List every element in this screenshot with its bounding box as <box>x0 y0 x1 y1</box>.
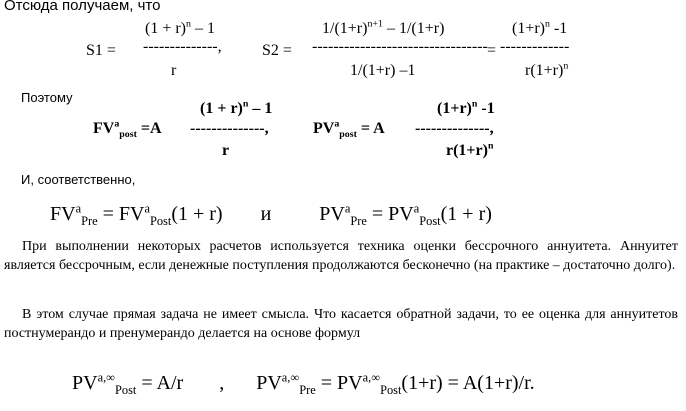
pre-formula <box>50 203 492 226</box>
s2-numerator: $1/(1+r)^{n+1} - 1/(1+r)$ <box>322 18 445 37</box>
pv-post-numerator: $(1+r)^n$ -1 <box>437 98 495 117</box>
s2-equals: = <box>487 42 497 59</box>
s1-denominator: r <box>171 62 177 79</box>
pv-post-denominator: $r(1+r)^n$ <box>446 140 494 159</box>
paragraph-inverse-problem: В этом случае прямая задача не имеет смысла. Что касается обратной задачи, то ее оценка для аннуитетов постнумерандо и пренумерандо делается на основе формул <box>4 307 678 341</box>
s1-numerator: $(1 + r)^n - 1$ <box>145 18 215 37</box>
fv-post-numerator: $(1 + r)^n - 1$ <box>200 98 273 117</box>
conjunction: и <box>260 203 272 225</box>
formula-separator: , <box>219 372 225 394</box>
s2-rhs-denominator: $r(1+r)^n$ <box>525 60 569 79</box>
s1-label: S1 = <box>86 42 116 59</box>
therefore-text: Поэтому <box>21 90 73 105</box>
pv-perp-pre: $PV^{a,\infty}_{Pre} = PV^{a,\infty}_{Post}(1+r) = A(1+r)/r$. <box>256 370 535 397</box>
s2-rhs-fraction-bar: ------------- <box>500 38 570 55</box>
intro-text: Отсюда получаем, что <box>4 0 161 14</box>
fv-post-denominator: r <box>222 142 230 159</box>
and-accordingly-text: И, соответственно, <box>21 172 136 187</box>
s2-fraction-bar: --------------------------------- <box>312 38 488 55</box>
s2-rhs-numerator: $(1+r)^n$ -1 <box>512 18 568 37</box>
paragraph-perpetual-annuity: При выполнении некоторых расчетов используется техника оценки бессрочного аннуитета. Аннуитет является бессрочным, если денежные поступления продолжаются бесконечно (на практике – достаточно долго). <box>4 239 678 273</box>
s2-denominator: 1/(1+r) –1 <box>350 62 416 79</box>
fv-post-label: $FV^a_{post} =A$ <box>93 118 162 141</box>
fv-post-fraction-bar: --------------, <box>190 120 269 137</box>
s1-fraction-bar: --------------, <box>143 38 222 55</box>
pv-perp-post: $PV^{a,\infty}_{Post} = A/r$ <box>72 370 184 397</box>
s2-label: S2 = <box>262 42 292 59</box>
perpetuity-formula <box>72 372 535 395</box>
fv-pre: $FV^a_{Pre} = FV^a_{Post}(1 + r)$ <box>50 201 223 228</box>
pv-post-fraction-bar: --------------, <box>415 120 494 137</box>
pv-post-label: $PV^a_{post} = A$ <box>313 118 385 141</box>
pv-pre: $PV^a_{Pre} = PV^a_{Post}(1 + r)$ <box>319 201 492 228</box>
